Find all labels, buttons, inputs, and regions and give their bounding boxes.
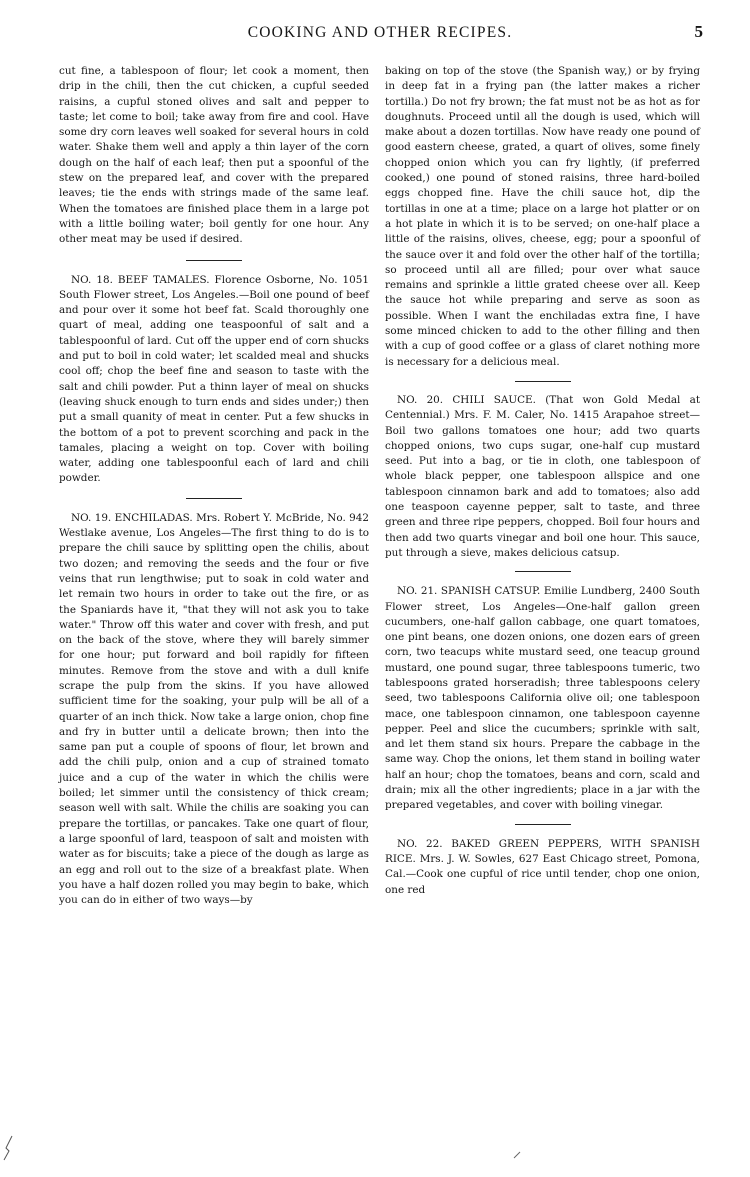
page-number: 5	[694, 22, 703, 41]
scan-mark-icon	[3, 1135, 15, 1161]
recipe-21-spanish-catsup: NO. 21. SPANISH CATSUP. Emilie Lundberg, 2400 South Flower street, Los Angeles—One-half gallon green cucumbers, one-half gallon cabbage, one quart tomatoes, one pint beans, one dozen onions, one dozen ears of green corn, two teacups white mustard seed, one teacup ground mustard, one pound sugar, three tablespoons tumeric, two tablespoons grated horseradish; three tablespoons celery seed, two tablespoons California olive oil; one tablespoon mace, one tablespoon cinnamon, one tablespoon cayenne pepper. Peel and slice the cucumbers; sprinkle with salt, and let them stand six hours. Prepare the cabbage in the same way. Chop the onions, let them stand in boiling water half an hour; chop the tomatoes, beans and corn, scald and drain; mix all the other ingredients; place in a jar with the prepared vegetables, and cover with boiling vinegar.	[385, 585, 700, 812]
recipe-19-enchiladas: NO. 19. ENCHILADAS. Mrs. Robert Y. McBride, No. 942 Westlake avenue, Los Angeles—The first thing to do is to prepare the chili sauce by splitting open the chilis, about two dozen; and removing the seeds and the four or five veins that run lengthwise; put to soak in cold water and let remain two hours in order to take out the fire, or as the Spaniards have it, "that they will not ask you to take water." Throw off this water and cover with fresh, and put on the back of the stove, where they will barely simmer for one hour; put forward and boil rapidly for fifteen minutes. Remove from the stove and with a dull knife scrape the pulp from the skins. If you have allowed sufficient time for the soaking, your pulp will be all of a quarter of an inch thick. Now take a large onion, chop fine and fry in butter until a delicate brown; then into the same pan put a couple of spoons of flour, let brown and add the chili pulp, onion and a cup of strained tomato juice and a cup of the water in which the chilis were boiled; let simmer until the consistency of thick cream; season well with salt. While the chilis are soaking you can prepare the tortillas, or pancakes. Take one quart of flour, a large spoonful of lard, teaspoon of salt and moisten with water as for biscuits; take a piece of the dough as large as an egg and roll out to the size of a breakfast plate. When you have a half dozen rolled you may begin to bake, which you can do in either of two ways—by	[59, 511, 369, 907]
section-divider	[186, 498, 242, 499]
section-divider	[186, 260, 242, 261]
recipe-22-baked-green-peppers: NO. 22. BAKED GREEN PEPPERS, WITH SPANISH RICE. Mrs. J. W. Sowles, 627 East Chicago street, Pomona, Cal.—Cook one cupful of rice until tender, chop one onion, one red	[385, 837, 700, 896]
ink-speck-icon	[513, 1151, 521, 1159]
section-divider	[515, 824, 571, 825]
section-divider	[515, 381, 571, 382]
left-column	[59, 64, 369, 908]
section-divider	[515, 571, 571, 572]
recipe-19-continuation: baking on top of the stove (the Spanish way,) or by frying in deep fat in a frying pan (the latter makes a richer tortilla.) Do not fry brown; the fat must not be as hot as for doughnuts. Proceed until all the dough is used, which will make about a dozen tortillas. Now have ready one pound of good eastern cheese, grated, a quart of olives, some finely chopped onion which you can fry lightly, (if preferred cooked,) one pound of stoned raisins, three hard-boiled eggs chopped fine. Have the chili sauce hot, dip the tortillas in one at a time; place on a large hot platter or on a hot plate in which it is to be served; on one-half place a little of the raisins, olives, cheese, egg; pour a spoonful of the sauce over it and fold over the other half of the tortilla; so proceed until all are filled; pour over what sauce remains and sprinkle a little grated cheese over all. Keep the sauce hot while preparing and serve as soon as possible. When I want the enchiladas extra fine, I have some minced chicken to add to the other filling and then with a cup of good coffee or a glass of claret nothing more is necessary for a delicious meal.	[385, 65, 700, 368]
recipe-17-continuation: cut fine, a tablespoon of flour; let cook a moment, then drip in the chili, then the cut chicken, a cupful seeded raisins, a cupful stoned olives and salt and pepper to taste; let come to boil; take away from fire and cool. Have some dry corn leaves well soaked for several hours in cold water. Shake them well and apply a thin layer of the corn dough on the half of each leaf; then put a spoonful of the stew on the prepared leaf, and cover with the prepared leaves; tie the ends with strings made of the same leaf. When the tomatoes are finished place them in a large pot with a little boiling water; boil gently for one hour. Any other meat may be used if desired.	[59, 65, 369, 246]
running-title: COOKING AND OTHER RECIPES.	[247, 24, 513, 41]
page-header	[0, 24, 750, 48]
recipe-20-chili-sauce: NO. 20. CHILI SAUCE. (That won Gold Medal at Centennial.) Mrs. F. M. Caler, No. 1415 Arapahoe street—Boil two gallons tomatoes one hour; add two quarts chopped onions, two cups sugar, one-half cup mustard seed. Put into a bag, or tie in cloth, one tablespoon of whole black pepper, one tablespoon allspice and one tablespoon cinnamon bark and add to tomatoes; also add one teaspoon cayenne pepper, salt to taste, and three green and three ripe peppers, chopped. Boil four hours and then add two quarts vinegar and boil one hour. This sauce, put through a sieve, makes delicious catsup.	[385, 393, 700, 559]
right-column	[385, 64, 700, 898]
recipe-18-beef-tamales: NO. 18. BEEF TAMALES. Florence Osborne, No. 1051 South Flower street, Los Angeles.—Boil one pound of beef and pour over it some hot beef fat. Scald thoroughly one quart of meal, adding one teaspoonful of salt and a tablespoonful of lard. Cut off the upper end of corn shucks and put to boil in cold water; let scalded meal and shucks cool off; chop the beef fine and season to taste with the salt and chili powder. Put a thinn layer of meal on shucks (leaving shuck enough to turn ends and sides under;) then put a small quanity of meat in center. Put a few shucks in the bottom of a pot to prevent scorching and pack in the tamales, placing a weight on top. Cover with boiling water, adding one tablespoonful each of lard and chili powder.	[59, 273, 369, 485]
